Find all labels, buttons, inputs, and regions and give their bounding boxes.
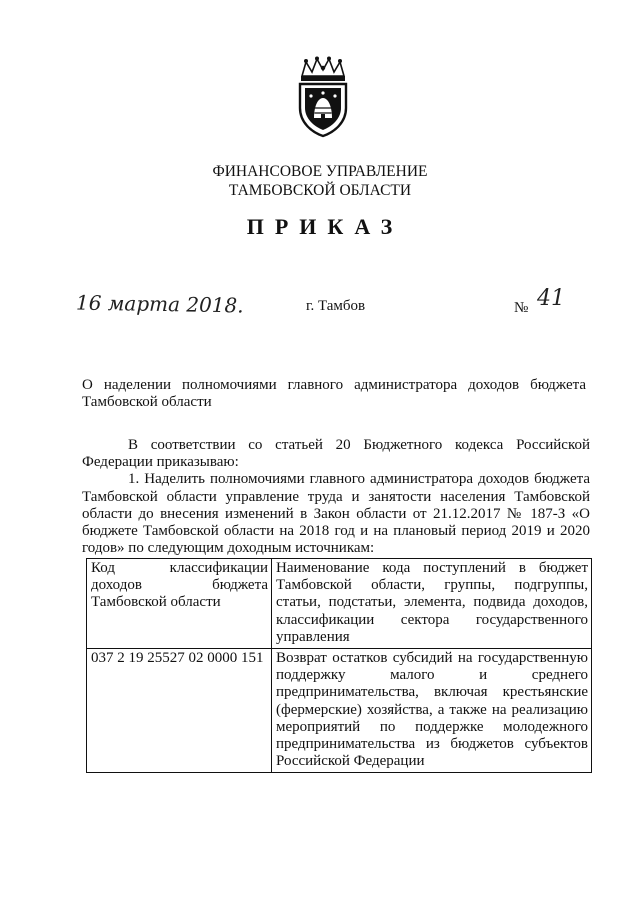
table-cell-code: 037 2 19 25527 02 0000 151	[87, 649, 272, 773]
handwritten-number: 41	[537, 286, 565, 311]
document-title: ПРИКАЗ	[246, 214, 404, 239]
table-cell-name: Возврат остатков субсидий на государственную поддержку малого и среднего предпринимательства, включая крестьянские (фермерские) хозяйства, а также на реализацию мероприятий по поддержке молодежного предпринимательства из бюджетов субъектов Российской Федерации	[272, 649, 592, 773]
number-label: №	[514, 300, 529, 316]
order-subject: О наделении полномочиями главного администратора доходов бюджета Тамбовской области	[82, 377, 586, 410]
table-header-cell: Наименование кода поступлений в бюджет Тамбовской области, группы, подгруппы, статьи, подстатьи, элемента, подвида доходов, классификации сектора государственного управления	[272, 559, 592, 649]
city: г. Тамбов	[306, 298, 366, 314]
order-body	[82, 437, 590, 557]
handwritten-date: 16 марта 2018.	[75, 290, 244, 318]
table-row	[87, 649, 592, 773]
table-header-row	[87, 559, 592, 649]
table-header-cell: Код классификации доходов бюджета Тамбовской области	[87, 559, 272, 649]
organization-name-line1: ФИНАНСОВОЕ УПРАВЛЕНИЕ	[212, 163, 428, 180]
organization-name-line2: ТАМБОВСКОЙ ОБЛАСТИ	[228, 182, 412, 199]
coat-of-arms-icon	[288, 56, 358, 138]
revenue-codes-table	[86, 558, 592, 773]
body-paragraph: 1. Наделить полномочиями главного администратора доходов бюджета Тамбовской области управление труда и занятости населения Тамбовской области до внесения изменений в Закон области от 21.12.2017 № 187-З «О бюджете Тамбовской области на 2018 год и на плановый период 2019 и 2020 годов» по следующим доходным источникам:	[82, 471, 590, 557]
body-paragraph: В соответствии со статьей 20 Бюджетного кодекса Российской Федерации приказываю:	[82, 437, 590, 471]
